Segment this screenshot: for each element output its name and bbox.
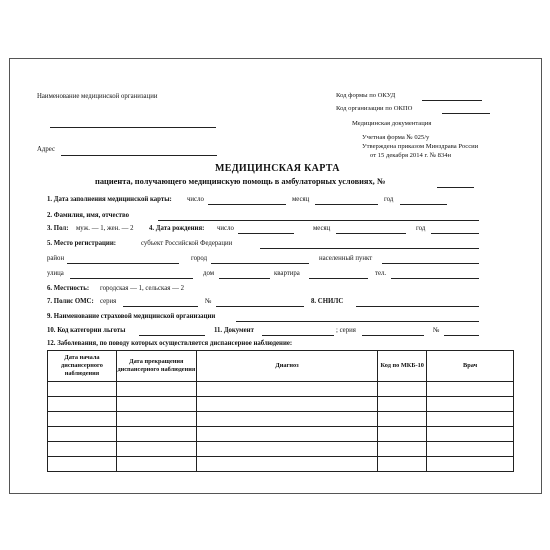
field-11-series-label: ; серия — [336, 327, 356, 334]
table-cell[interactable] — [116, 412, 196, 427]
table-cell[interactable] — [427, 397, 514, 412]
table-row — [48, 412, 514, 427]
field-1-month-label: месяц — [292, 196, 310, 203]
field-6-values: городская — 1, сельская — 2 — [100, 285, 184, 292]
dispensary-table — [47, 350, 514, 472]
table-cell[interactable] — [196, 457, 378, 472]
field-5-subject-label: субъект Российской Федерации — [141, 240, 233, 247]
medical-card-form — [9, 58, 542, 494]
table-cell[interactable] — [48, 382, 117, 397]
city-line[interactable] — [211, 263, 309, 264]
table-cell[interactable] — [196, 397, 378, 412]
table-body — [48, 382, 514, 472]
field-8-label: 8. СНИЛС — [311, 298, 344, 305]
table-cell[interactable] — [48, 412, 117, 427]
field-11-line[interactable] — [262, 335, 334, 336]
field-4-month-line[interactable] — [336, 233, 406, 234]
table-cell[interactable] — [48, 397, 117, 412]
form-number: Учетная форма № 025/у — [362, 134, 430, 141]
address-label: Адрес — [37, 146, 55, 153]
field-7-number-label: № — [205, 298, 212, 305]
field-4-day-label: число — [217, 225, 234, 232]
field-1-month-line[interactable] — [315, 204, 378, 205]
okud-label: Код формы по ОКУД — [336, 92, 396, 99]
table-cell[interactable] — [378, 457, 427, 472]
region-label: район — [47, 255, 65, 262]
field-3-values: муж. — 1, жен. — 2 — [76, 225, 134, 232]
field-2-label: 2. Фамилия, имя, отчество — [47, 212, 129, 219]
field-10-label: 10. Код категории льготы — [47, 327, 126, 334]
okpo-line[interactable] — [442, 113, 490, 114]
field-11-series-line[interactable] — [362, 335, 424, 336]
table-cell[interactable] — [378, 427, 427, 442]
table-cell[interactable] — [427, 442, 514, 457]
table-cell[interactable] — [196, 442, 378, 457]
table-cell[interactable] — [48, 442, 117, 457]
field-1-day-label: число — [187, 196, 204, 203]
field-4-label: 4. Дата рождения: — [149, 225, 205, 232]
col-doctor: Врач — [427, 351, 514, 382]
table-row — [48, 427, 514, 442]
table-cell[interactable] — [378, 412, 427, 427]
table-cell[interactable] — [196, 427, 378, 442]
phone-line[interactable] — [391, 278, 479, 279]
field-11-label: 11. Документ — [214, 327, 254, 334]
field-1-year-line[interactable] — [400, 204, 447, 205]
field-9-label: 9. Наименование страховой медицинской организации — [47, 313, 216, 320]
field-4-month-label: месяц — [313, 225, 331, 232]
field-7-series-label: серия — [100, 298, 117, 305]
field-1-label: 1. Дата заполнения медицинской карты: — [47, 196, 172, 203]
field-7-series-line[interactable] — [123, 306, 198, 307]
form-subtitle: пациента, получающего медицинскую помощь в амбулаторных условиях, № — [95, 177, 386, 186]
table-cell[interactable] — [427, 382, 514, 397]
form-title: МЕДИЦИНСКАЯ КАРТА — [215, 163, 340, 174]
card-number-line[interactable] — [437, 187, 474, 188]
table-cell[interactable] — [116, 442, 196, 457]
table-cell[interactable] — [427, 412, 514, 427]
field-4-year-line[interactable] — [431, 233, 479, 234]
table-cell[interactable] — [196, 412, 378, 427]
table-cell[interactable] — [48, 457, 117, 472]
flat-label: квартира — [274, 270, 300, 277]
field-8-line[interactable] — [356, 306, 479, 307]
field-6-label: 6. Местность: — [47, 285, 90, 292]
org-name-label: Наименование медицинской организации — [37, 93, 158, 100]
field-4-year-label: год — [416, 225, 426, 232]
col-diagnosis: Диагноз — [196, 351, 378, 382]
field-10-line[interactable] — [139, 335, 205, 336]
table-row — [48, 397, 514, 412]
table-cell[interactable] — [116, 427, 196, 442]
street-label: улица — [47, 270, 64, 277]
table-cell[interactable] — [427, 427, 514, 442]
field-2-line[interactable] — [158, 220, 479, 221]
field-1-day-line[interactable] — [208, 204, 286, 205]
field-7-number-line[interactable] — [216, 306, 304, 307]
settlement-line[interactable] — [382, 263, 479, 264]
table-cell[interactable] — [378, 397, 427, 412]
okpo-label: Код организации по ОКПО — [336, 105, 413, 112]
org-name-line[interactable] — [50, 127, 216, 128]
field-7-label: 7. Полис ОМС: — [47, 298, 94, 305]
table-cell[interactable] — [378, 382, 427, 397]
field-4-day-line[interactable] — [238, 233, 294, 234]
address-line[interactable] — [61, 155, 217, 156]
table-cell[interactable] — [48, 427, 117, 442]
col-icd10: Код по МКБ-10 — [378, 351, 427, 382]
field-5-subject-line[interactable] — [260, 248, 479, 249]
house-line[interactable] — [219, 278, 270, 279]
settlement-label: населенный пункт — [319, 255, 373, 262]
table-cell[interactable] — [427, 457, 514, 472]
table-cell[interactable] — [116, 457, 196, 472]
field-9-line[interactable] — [236, 321, 479, 322]
approved-by: Утверждена приказом Минздрава России — [362, 143, 479, 150]
field-12-label: 12. Заболевания, по поводу которых осуществляется диспансерное наблюдение: — [47, 340, 293, 347]
table-cell[interactable] — [196, 382, 378, 397]
phone-label: тел. — [375, 270, 387, 277]
col-start-date: Дата начала диспансерного наблюдения — [48, 351, 117, 382]
house-label: дом — [203, 270, 215, 277]
region-line[interactable] — [67, 263, 179, 264]
table-row — [48, 457, 514, 472]
order-date: от 15 декабря 2014 г. № 834н — [370, 152, 452, 159]
okud-line[interactable] — [422, 100, 482, 101]
table-cell[interactable] — [116, 382, 196, 397]
med-doc-label: Медицинская документация — [352, 120, 432, 127]
field-11-number-label: № — [433, 327, 440, 334]
field-11-number-line[interactable] — [444, 335, 479, 336]
field-5-label: 5. Место регистрации: — [47, 240, 117, 247]
table-row — [48, 442, 514, 457]
table-row — [48, 382, 514, 397]
table-cell[interactable] — [116, 397, 196, 412]
street-line[interactable] — [70, 278, 193, 279]
field-1-year-label: год — [384, 196, 394, 203]
field-3-label: 3. Пол: — [47, 225, 69, 232]
flat-line[interactable] — [309, 278, 368, 279]
table-cell[interactable] — [378, 442, 427, 457]
city-label: город — [191, 255, 208, 262]
col-end-date: Дата прекращения диспансерного наблюдения — [116, 351, 196, 382]
